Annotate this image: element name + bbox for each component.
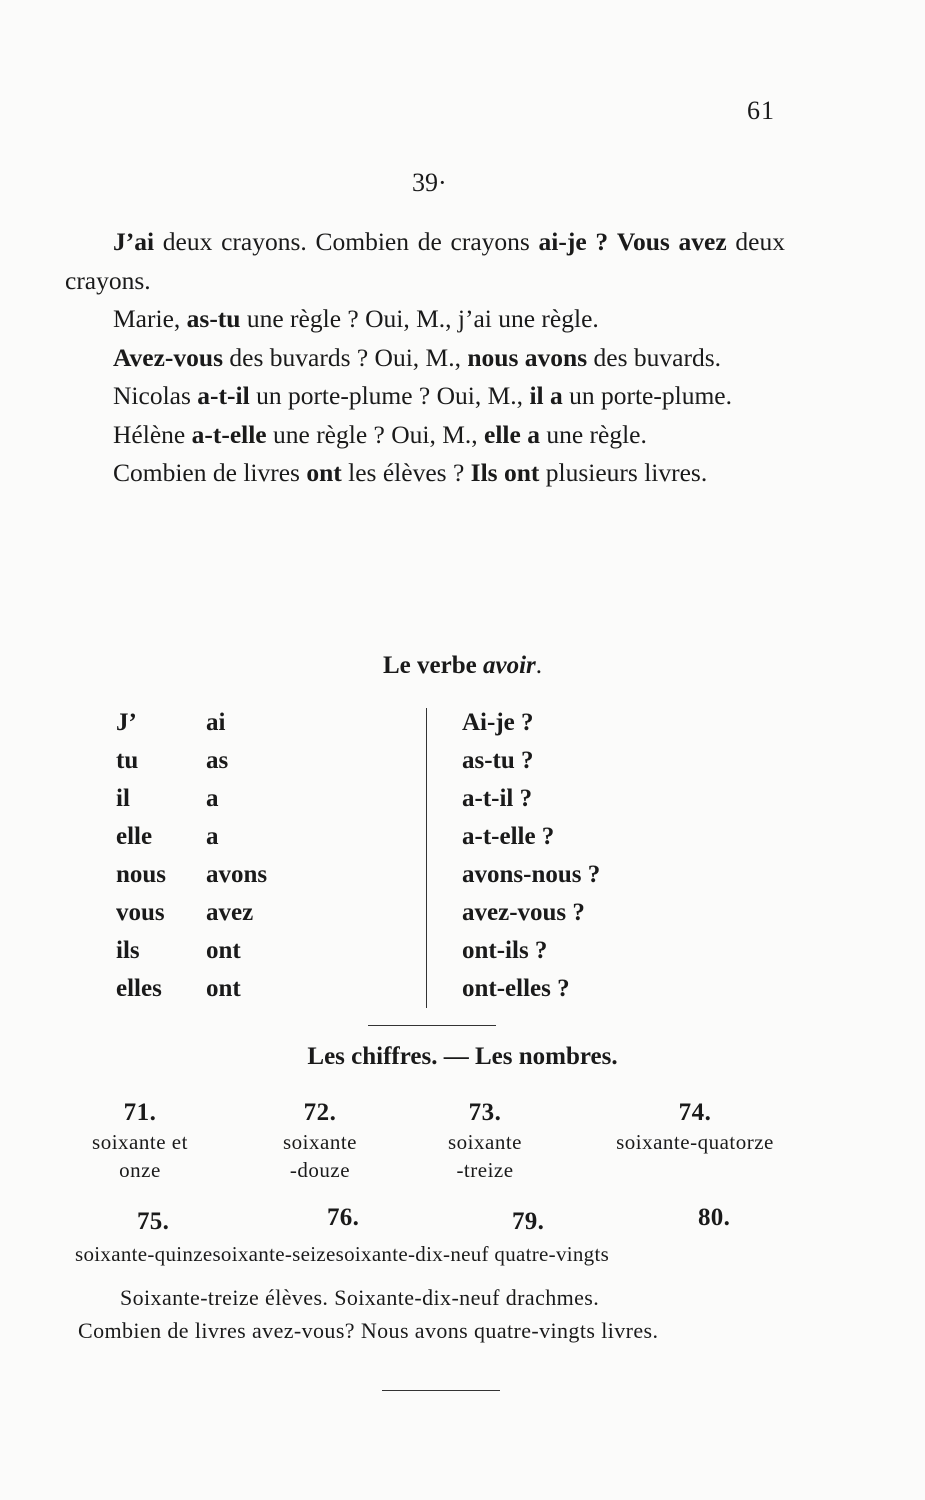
interrogative-form: a-t-il ?	[462, 785, 533, 812]
bold-phrase: a-t-il	[197, 381, 250, 410]
number-digits: 73.	[468, 1099, 502, 1126]
pronoun: elle	[116, 823, 153, 850]
text-run: deux crayons.	[65, 227, 785, 295]
number-item	[575, 1098, 815, 1156]
pronoun: J’	[116, 709, 137, 736]
text-run: Combien de livres	[113, 458, 307, 487]
number-digits: 74.	[678, 1099, 712, 1126]
paragraph-4	[65, 377, 785, 416]
text-run: un porte-plume ? Oui, M.,	[249, 381, 530, 410]
bold-phrase: Avez-vous	[113, 342, 224, 372]
pronoun: vous	[116, 899, 165, 926]
number-digits: 75.	[137, 1208, 170, 1235]
text-run: deux crayons. Combien de crayons	[154, 227, 539, 256]
number-digits: 79.	[512, 1208, 545, 1235]
interrogative-form: ont-elles ?	[462, 975, 570, 1002]
conjugation-row	[116, 818, 267, 856]
text-run: des buvards ? Oui, M.,	[223, 342, 468, 372]
number-words: onze	[119, 1158, 161, 1182]
number-words: soixante-seize	[212, 1242, 336, 1266]
conjugation-row	[116, 894, 267, 932]
text-run: un porte-plume.	[562, 381, 732, 410]
text-run: une règle ? Oui, M.,	[266, 419, 485, 449]
pronoun: elles	[116, 975, 162, 1002]
conjugation-row	[116, 932, 267, 970]
text-run: Marie,	[113, 304, 187, 333]
pronoun: tu	[116, 747, 139, 774]
bold-phrase: ai-je ?	[538, 227, 609, 256]
bold-phrase: as-tu	[186, 304, 241, 333]
number-digits: 76.	[327, 1204, 360, 1231]
interrogative-form: as-tu ?	[462, 747, 534, 774]
number-digits: 80.	[698, 1204, 731, 1231]
text-run: Hélène	[113, 419, 192, 449]
text-run: des buvards.	[587, 342, 721, 372]
verb-title	[0, 652, 925, 680]
numbers-row-2-words	[75, 1240, 609, 1268]
verb-form: as	[206, 747, 229, 774]
number-item	[245, 1098, 395, 1184]
number-words: soixante	[283, 1130, 357, 1154]
verb-form: a	[206, 823, 219, 850]
page-number: 61	[747, 96, 775, 125]
number-words: soixante-quatorze	[616, 1130, 774, 1154]
lesson-number: 39·	[412, 168, 447, 197]
verb-form: ai	[206, 709, 226, 736]
bold-phrase: J’ai	[113, 227, 155, 256]
interrogative-form: avons-nous ?	[462, 861, 601, 888]
verb-form: a	[206, 785, 219, 812]
interrogative-form: Ai-je ?	[462, 709, 534, 736]
number-digits: 72.	[303, 1099, 337, 1126]
number-item	[65, 1098, 215, 1184]
paragraph-1	[65, 223, 785, 300]
number-words: soixante-quinze	[75, 1242, 213, 1266]
section-divider	[368, 1025, 496, 1026]
pronoun: ils	[116, 937, 140, 964]
verb-title-bold: Le verbe	[383, 652, 477, 679]
interrogative-form: avez-vous ?	[462, 899, 585, 926]
interrogative-form: a-t-elle ?	[462, 823, 555, 850]
paragraph-2	[65, 300, 785, 339]
bold-phrase: Ils ont	[470, 458, 540, 487]
number-words: -douze	[289, 1158, 351, 1182]
bold-phrase: Vous avez	[616, 227, 727, 256]
number-words: soixante et	[92, 1130, 188, 1154]
end-rule	[382, 1390, 500, 1391]
bold-phrase: nous avons	[467, 342, 588, 372]
text-run: plusieurs livres.	[539, 458, 708, 487]
conjugation-row	[116, 856, 267, 894]
conjugation-row	[116, 970, 267, 1008]
bold-phrase: il a	[529, 381, 563, 410]
paragraph-3	[65, 339, 785, 378]
conjugation-affirmative	[116, 704, 267, 1008]
verb-form: avons	[206, 861, 268, 888]
number-words: quatre-vingts	[494, 1242, 610, 1266]
conjugation-row	[116, 704, 267, 742]
pronoun: nous	[116, 861, 167, 888]
bold-phrase: a-t-elle	[191, 419, 267, 449]
number-digits: 71.	[123, 1099, 157, 1126]
example-sentence-2: Combien de livres avez-vous? Nous avons quatre-vingts livres.	[78, 1318, 659, 1343]
text-run: les élèves ?	[341, 458, 471, 487]
conjugation-row	[116, 742, 267, 780]
example-sentence-1: Soixante-treize élèves. Soixante-dix-neuf drachmes.	[120, 1285, 600, 1310]
conjugation-divider	[426, 708, 427, 1008]
verb-title-italic: avoir	[482, 652, 536, 679]
bold-phrase: elle a	[484, 419, 540, 449]
paragraph-6	[65, 454, 785, 493]
text-run: Nicolas	[113, 381, 198, 410]
lesson-text	[65, 223, 785, 493]
verb-title-dot: .	[535, 652, 542, 679]
conjugation-interrogative	[462, 704, 600, 1008]
number-words: soixante-dix-neuf	[335, 1242, 489, 1266]
pronoun: il	[116, 785, 130, 812]
number-words: soixante	[448, 1130, 522, 1154]
bold-phrase: ont	[306, 458, 342, 487]
verb-form: avez	[206, 899, 254, 926]
interrogative-form: ont-ils ?	[462, 937, 548, 964]
number-item	[410, 1098, 560, 1184]
verb-form: ont	[206, 975, 241, 1002]
number-words: -treize	[456, 1158, 514, 1182]
text-run: une règle ? Oui, M., j’ai une règle.	[240, 304, 599, 333]
example-sentences	[78, 1281, 786, 1347]
paragraph-5	[65, 416, 785, 455]
conjugation-row	[116, 780, 267, 818]
text-run: une règle.	[539, 419, 647, 449]
verb-form: ont	[206, 937, 241, 964]
numbers-title: Les chiffres. — Les nombres.	[307, 1043, 618, 1070]
